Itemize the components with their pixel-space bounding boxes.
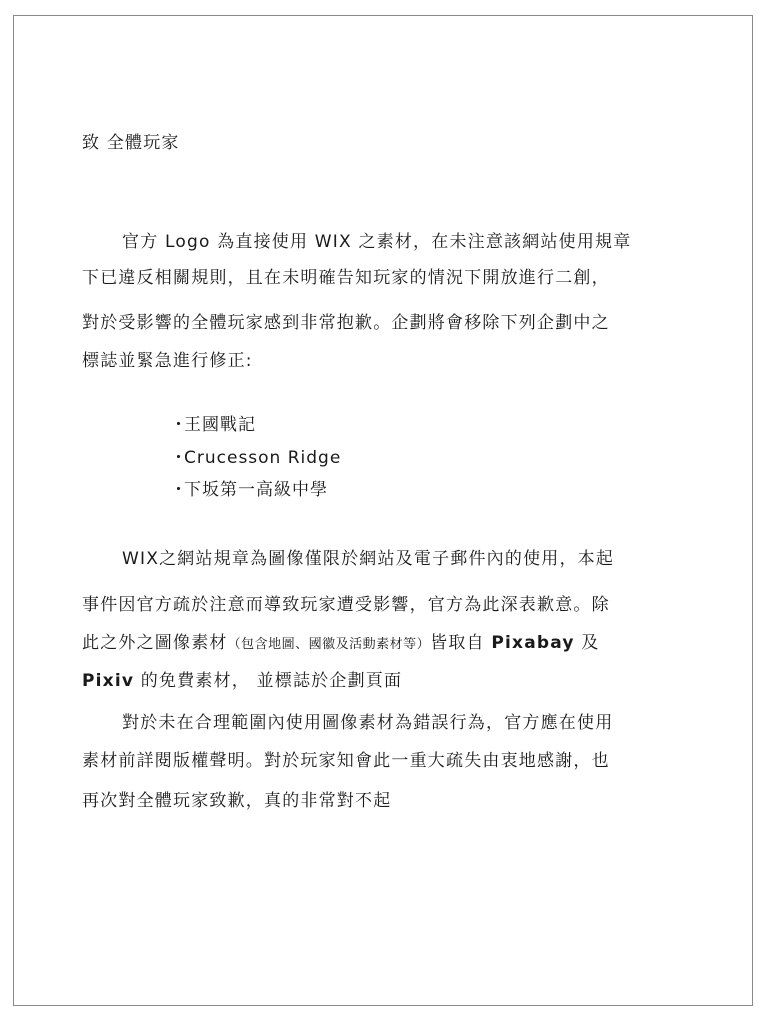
bullet-item-1 xyxy=(170,414,256,436)
paragraph2-line3 xyxy=(82,632,599,656)
paragraph3-line2: 素材前詳閱版權聲明。對於玩家知會此一重大疏失由衷地感謝，也 xyxy=(82,751,610,771)
paragraph2-line4-end: 的免費素材， 並標誌於企劃頁面 xyxy=(134,671,403,691)
paragraph1-line1: 官方 Logo 為直接使用 WIX 之素材，在未注意該網站使用規章 xyxy=(122,232,632,252)
bullet-dot: ・ xyxy=(170,415,188,435)
paragraph2-note: （包含地圖、國徽及活動素材等） xyxy=(227,637,431,652)
paragraph3-line3: 再次對全體玩家致歉，真的非常對不起 xyxy=(82,791,392,811)
pixabay-brand: Pixabay xyxy=(491,633,575,653)
paragraph2-line4 xyxy=(82,670,402,692)
bullet-item-2 xyxy=(170,447,341,469)
paragraph1-line3: 對於受影響的全體玩家感到非常抱歉。企劃將會移除下列企劃中之 xyxy=(82,313,610,333)
paragraph2-line3-end: 及 xyxy=(574,633,600,653)
paragraph2-line3-mid: 皆取自 xyxy=(430,633,492,653)
document-page xyxy=(13,15,753,1006)
bullet-text: 下坂第一高級中學 xyxy=(184,480,328,500)
bullet-text: 王國戰記 xyxy=(184,415,256,435)
pixiv-brand: Pixiv xyxy=(82,671,135,691)
paragraph2-line2: 事件因官方疏於注意而導致玩家遭受影響，官方為此深表歉意。除 xyxy=(82,595,610,615)
paragraph2-line1: WIX之網站規章為圖像僅限於網站及電子郵件內的使用，本起 xyxy=(122,549,615,569)
paragraph3-line1: 對於未在合理範圍內使用圖像素材為錯誤行為，官方應在使用 xyxy=(122,713,614,733)
bullet-item-3 xyxy=(170,479,328,501)
paragraph2-line3-start: 此之外之圖像素材 xyxy=(82,633,228,653)
bullet-dot: ・ xyxy=(170,480,188,500)
paragraph1-line4: 標誌並緊急進行修正: xyxy=(82,351,253,371)
paragraph1-line2: 下已違反相關規則，且在未明確告知玩家的情況下開放進行二創， xyxy=(82,268,610,288)
bullet-dot: ・ xyxy=(170,448,188,468)
bullet-text: Crucesson Ridge xyxy=(184,448,342,468)
salutation: 致 全體玩家 xyxy=(82,133,180,153)
